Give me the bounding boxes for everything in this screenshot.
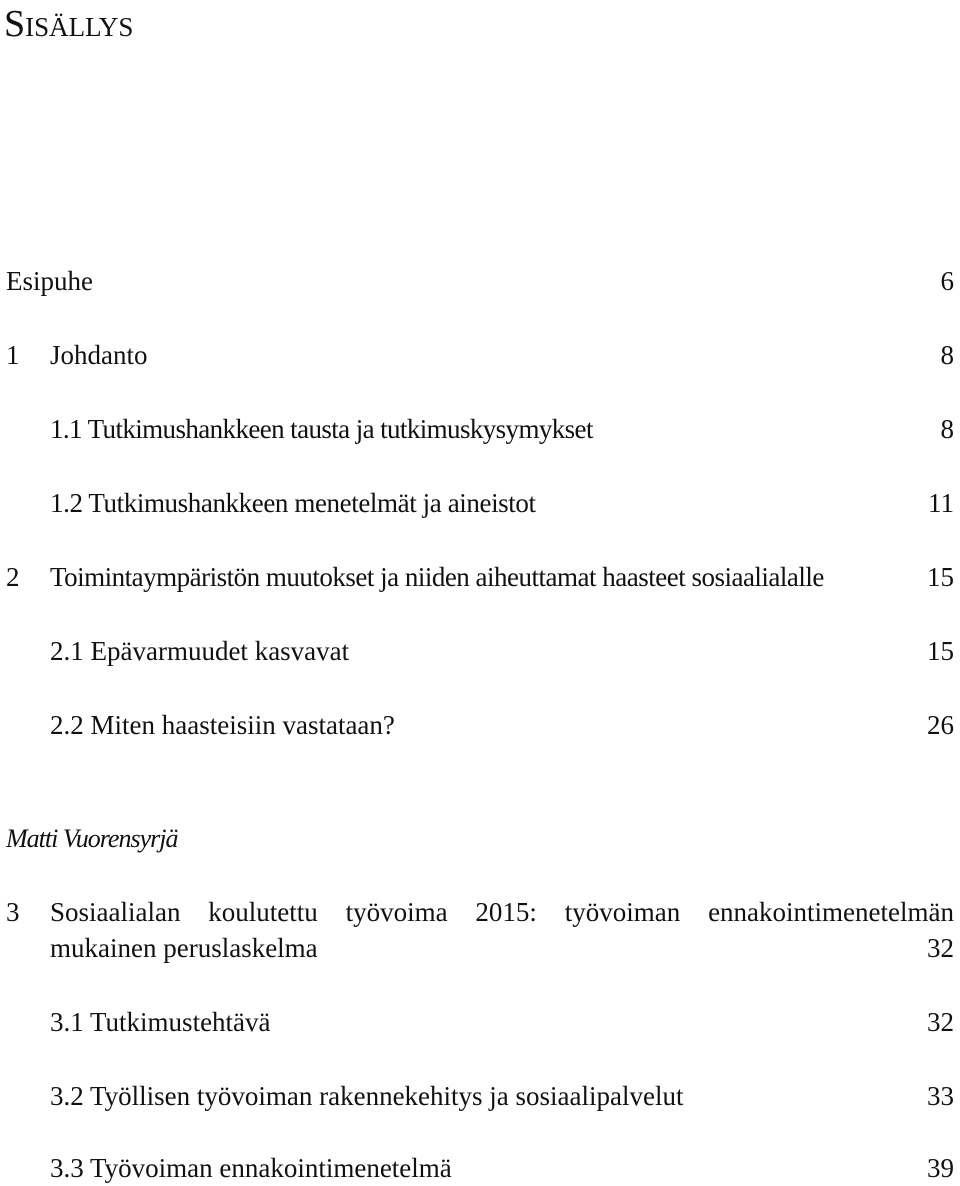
toc-entry-1-2[interactable] — [50, 485, 954, 521]
toc-entry-page: 8 — [940, 414, 954, 444]
toc-entry-page: 33 — [927, 1081, 954, 1111]
toc-entry-number: 3 — [6, 897, 20, 927]
toc-entry-label: 1.2 Tutkimushankkeen menetelmät ja aineistot — [50, 488, 536, 518]
toc-entry-number: 2 — [6, 562, 20, 592]
toc-entry-johdanto[interactable] — [6, 337, 954, 373]
toc-entry-label: 3.1 Tutkimustehtävä — [50, 1007, 271, 1037]
toc-entry-label-line1: Sosiaalialan koulutettu työvoima 2015: työvoiman ennakointimenetelmän — [50, 897, 954, 927]
toc-entry-1-1[interactable] — [50, 411, 954, 447]
toc-entry-number: 1 — [6, 340, 20, 370]
toc-entry-3-3[interactable] — [50, 1150, 954, 1186]
toc-entry-label: 3.2 Työllisen työvoiman rakennekehitys ja sosiaalipalvelut — [50, 1081, 684, 1111]
toc-entry-label: 3.3 Työvoiman ennakointimenetelmä — [50, 1153, 452, 1183]
toc-entry-esipuhe[interactable] — [6, 263, 954, 299]
toc-entry-label: Esipuhe — [6, 266, 93, 296]
toc-entry-2-2[interactable] — [50, 707, 954, 743]
toc-entry-2-1[interactable] — [50, 633, 954, 669]
toc-entry-page: 32 — [927, 1007, 954, 1037]
toc-entry-page: 32 — [927, 933, 954, 963]
toc-entry-label: 2.1 Epävarmuudet kasvavat — [50, 636, 350, 666]
toc-title: Sisällys — [4, 3, 134, 45]
toc-entry-page: 8 — [940, 340, 954, 370]
toc-entry-3-2[interactable] — [50, 1078, 954, 1114]
toc-entry-label: 1.1 Tutkimushankkeen tausta ja tutkimuskysymykset — [50, 414, 593, 444]
toc-entry-2[interactable] — [6, 559, 954, 595]
toc-entry-page: 26 — [927, 710, 954, 740]
toc-entry-label: 2.2 Miten haasteisiin vastataan? — [50, 710, 395, 740]
toc-entry-page: 15 — [927, 562, 954, 592]
author-name: Matti Vuorensyrjä — [6, 824, 178, 853]
toc-entry-label-line2: mukainen peruslaskelma — [50, 933, 318, 963]
toc-entry-page: 11 — [928, 488, 954, 518]
toc-entry-label: Toimintaympäristön muutokset ja niiden aiheuttamat haasteet sosiaalialalle — [50, 562, 824, 592]
toc-entry-page: 15 — [927, 636, 954, 666]
toc-entry-page: 39 — [927, 1153, 954, 1183]
toc-entry-3-1[interactable] — [50, 1004, 954, 1040]
toc-entry-label: Johdanto — [50, 340, 148, 370]
toc-entry-page: 6 — [940, 266, 954, 296]
